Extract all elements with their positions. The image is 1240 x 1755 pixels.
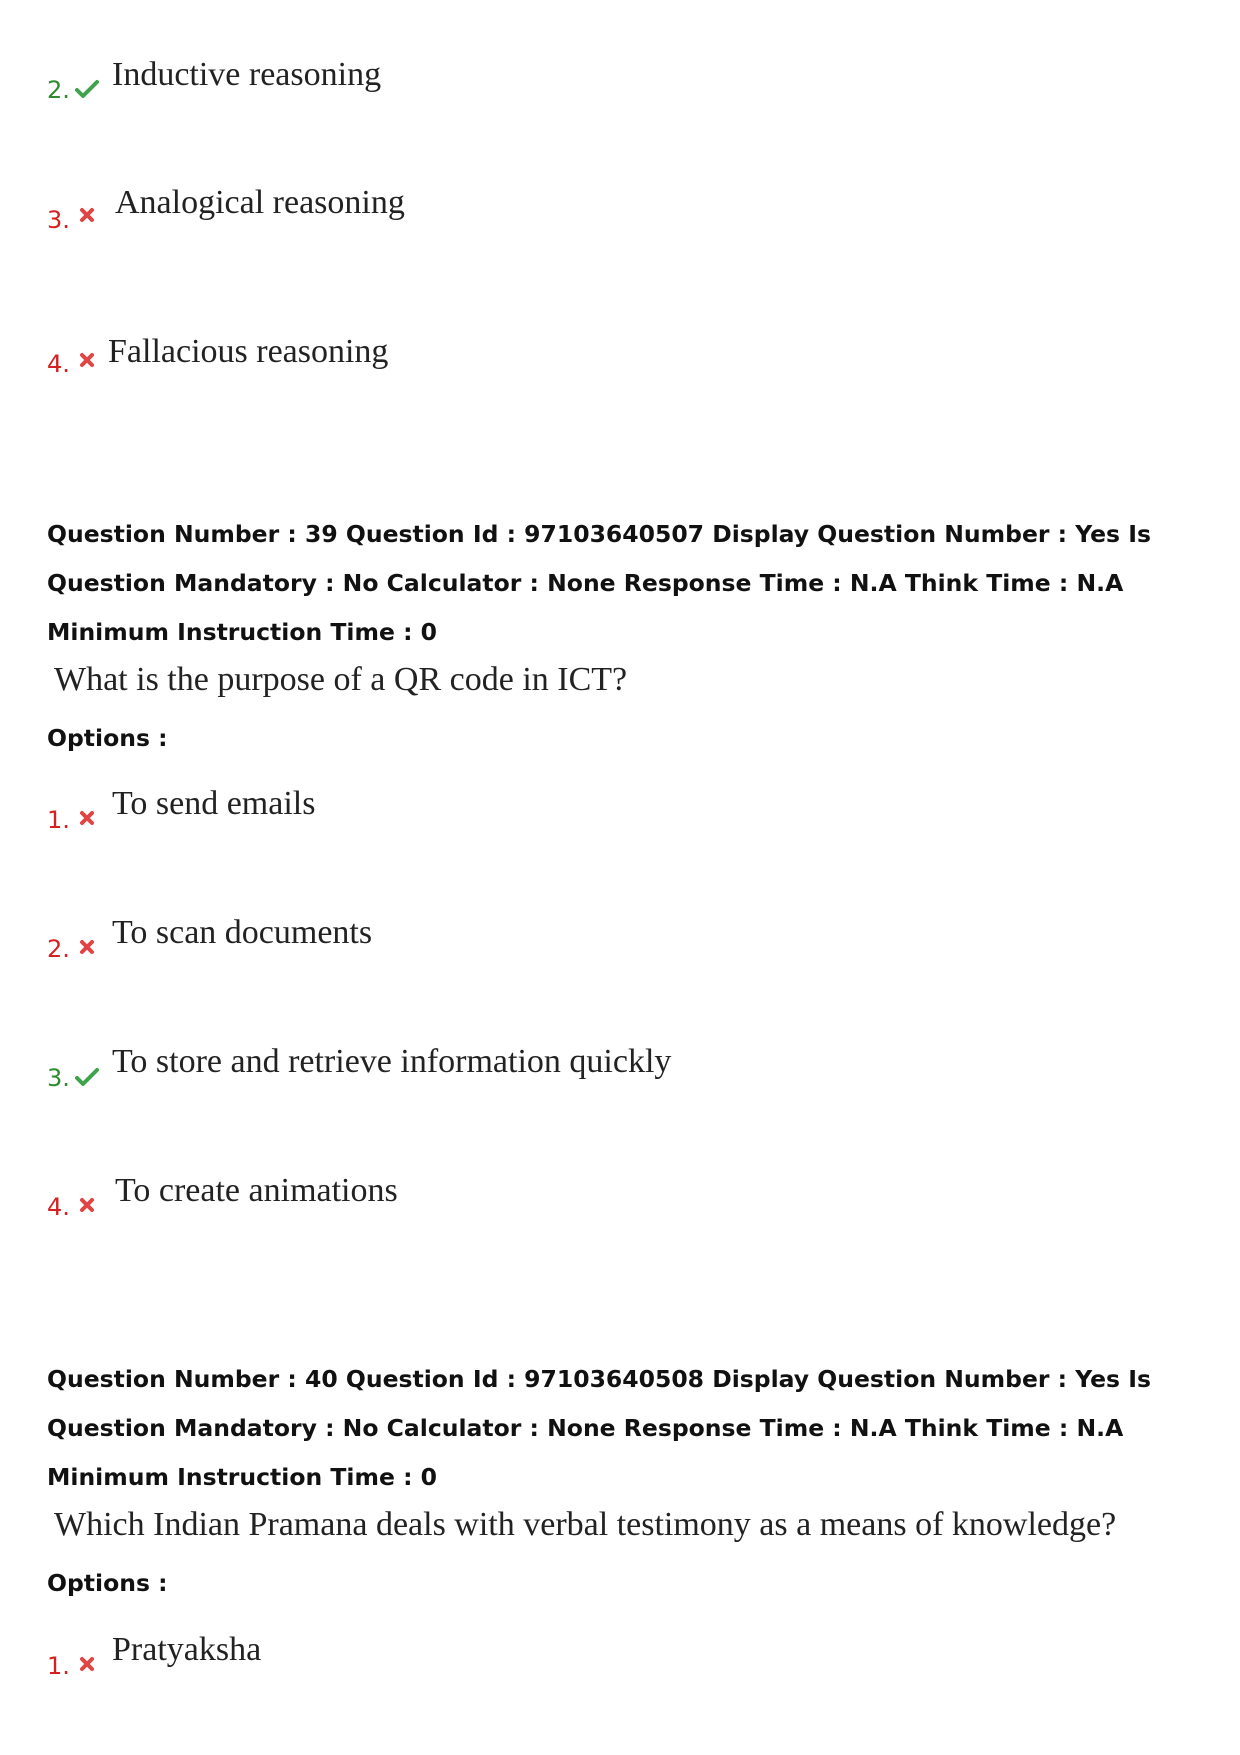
option-number: 3. (47, 206, 70, 234)
option-text: To store and retrieve information quickly (112, 1043, 672, 1080)
option-number: 1. (47, 806, 70, 834)
question-meta: Question Number : 39 Question Id : 97103640507 Display Question Number : Yes Is Question Mandatory : No Calculator : None Response Time : N.A Think Time : N.A Minimum Instruction Time : 0 (47, 520, 1151, 646)
question-text: Which Indian Pramana deals with verbal testimony as a means of knowledge? (54, 1506, 1117, 1543)
option-text: To create animations (115, 1172, 398, 1209)
check-icon (75, 1067, 99, 1087)
option-text: Analogical reasoning (115, 184, 405, 221)
option-text: Pratyaksha (112, 1631, 262, 1668)
check-icon (75, 79, 99, 99)
option-number: 1. (47, 1652, 70, 1680)
option-number: 2. (47, 76, 70, 104)
option-number: 2. (47, 935, 70, 963)
cross-icon (79, 1656, 95, 1672)
question-text: What is the purpose of a QR code in ICT? (54, 661, 628, 698)
option-number: 4. (47, 1193, 70, 1221)
question-meta: Question Number : 40 Question Id : 97103640508 Display Question Number : Yes Is Question Mandatory : No Calculator : None Response Time : N.A Think Time : N.A Minimum Instruction Time : 0 (47, 1365, 1151, 1491)
option-text: To scan documents (112, 914, 373, 951)
cross-icon (79, 810, 95, 826)
options-label: Options : (47, 1569, 168, 1597)
cross-icon (79, 1197, 95, 1213)
option-number: 3. (47, 1064, 70, 1092)
option-text: Fallacious reasoning (108, 333, 389, 370)
option-text: Inductive reasoning (112, 56, 382, 93)
cross-icon (79, 207, 95, 223)
cross-icon (79, 352, 95, 368)
cross-icon (79, 939, 95, 955)
options-label: Options : (47, 724, 168, 752)
option-text: To send emails (112, 785, 316, 822)
option-number: 4. (47, 350, 70, 378)
